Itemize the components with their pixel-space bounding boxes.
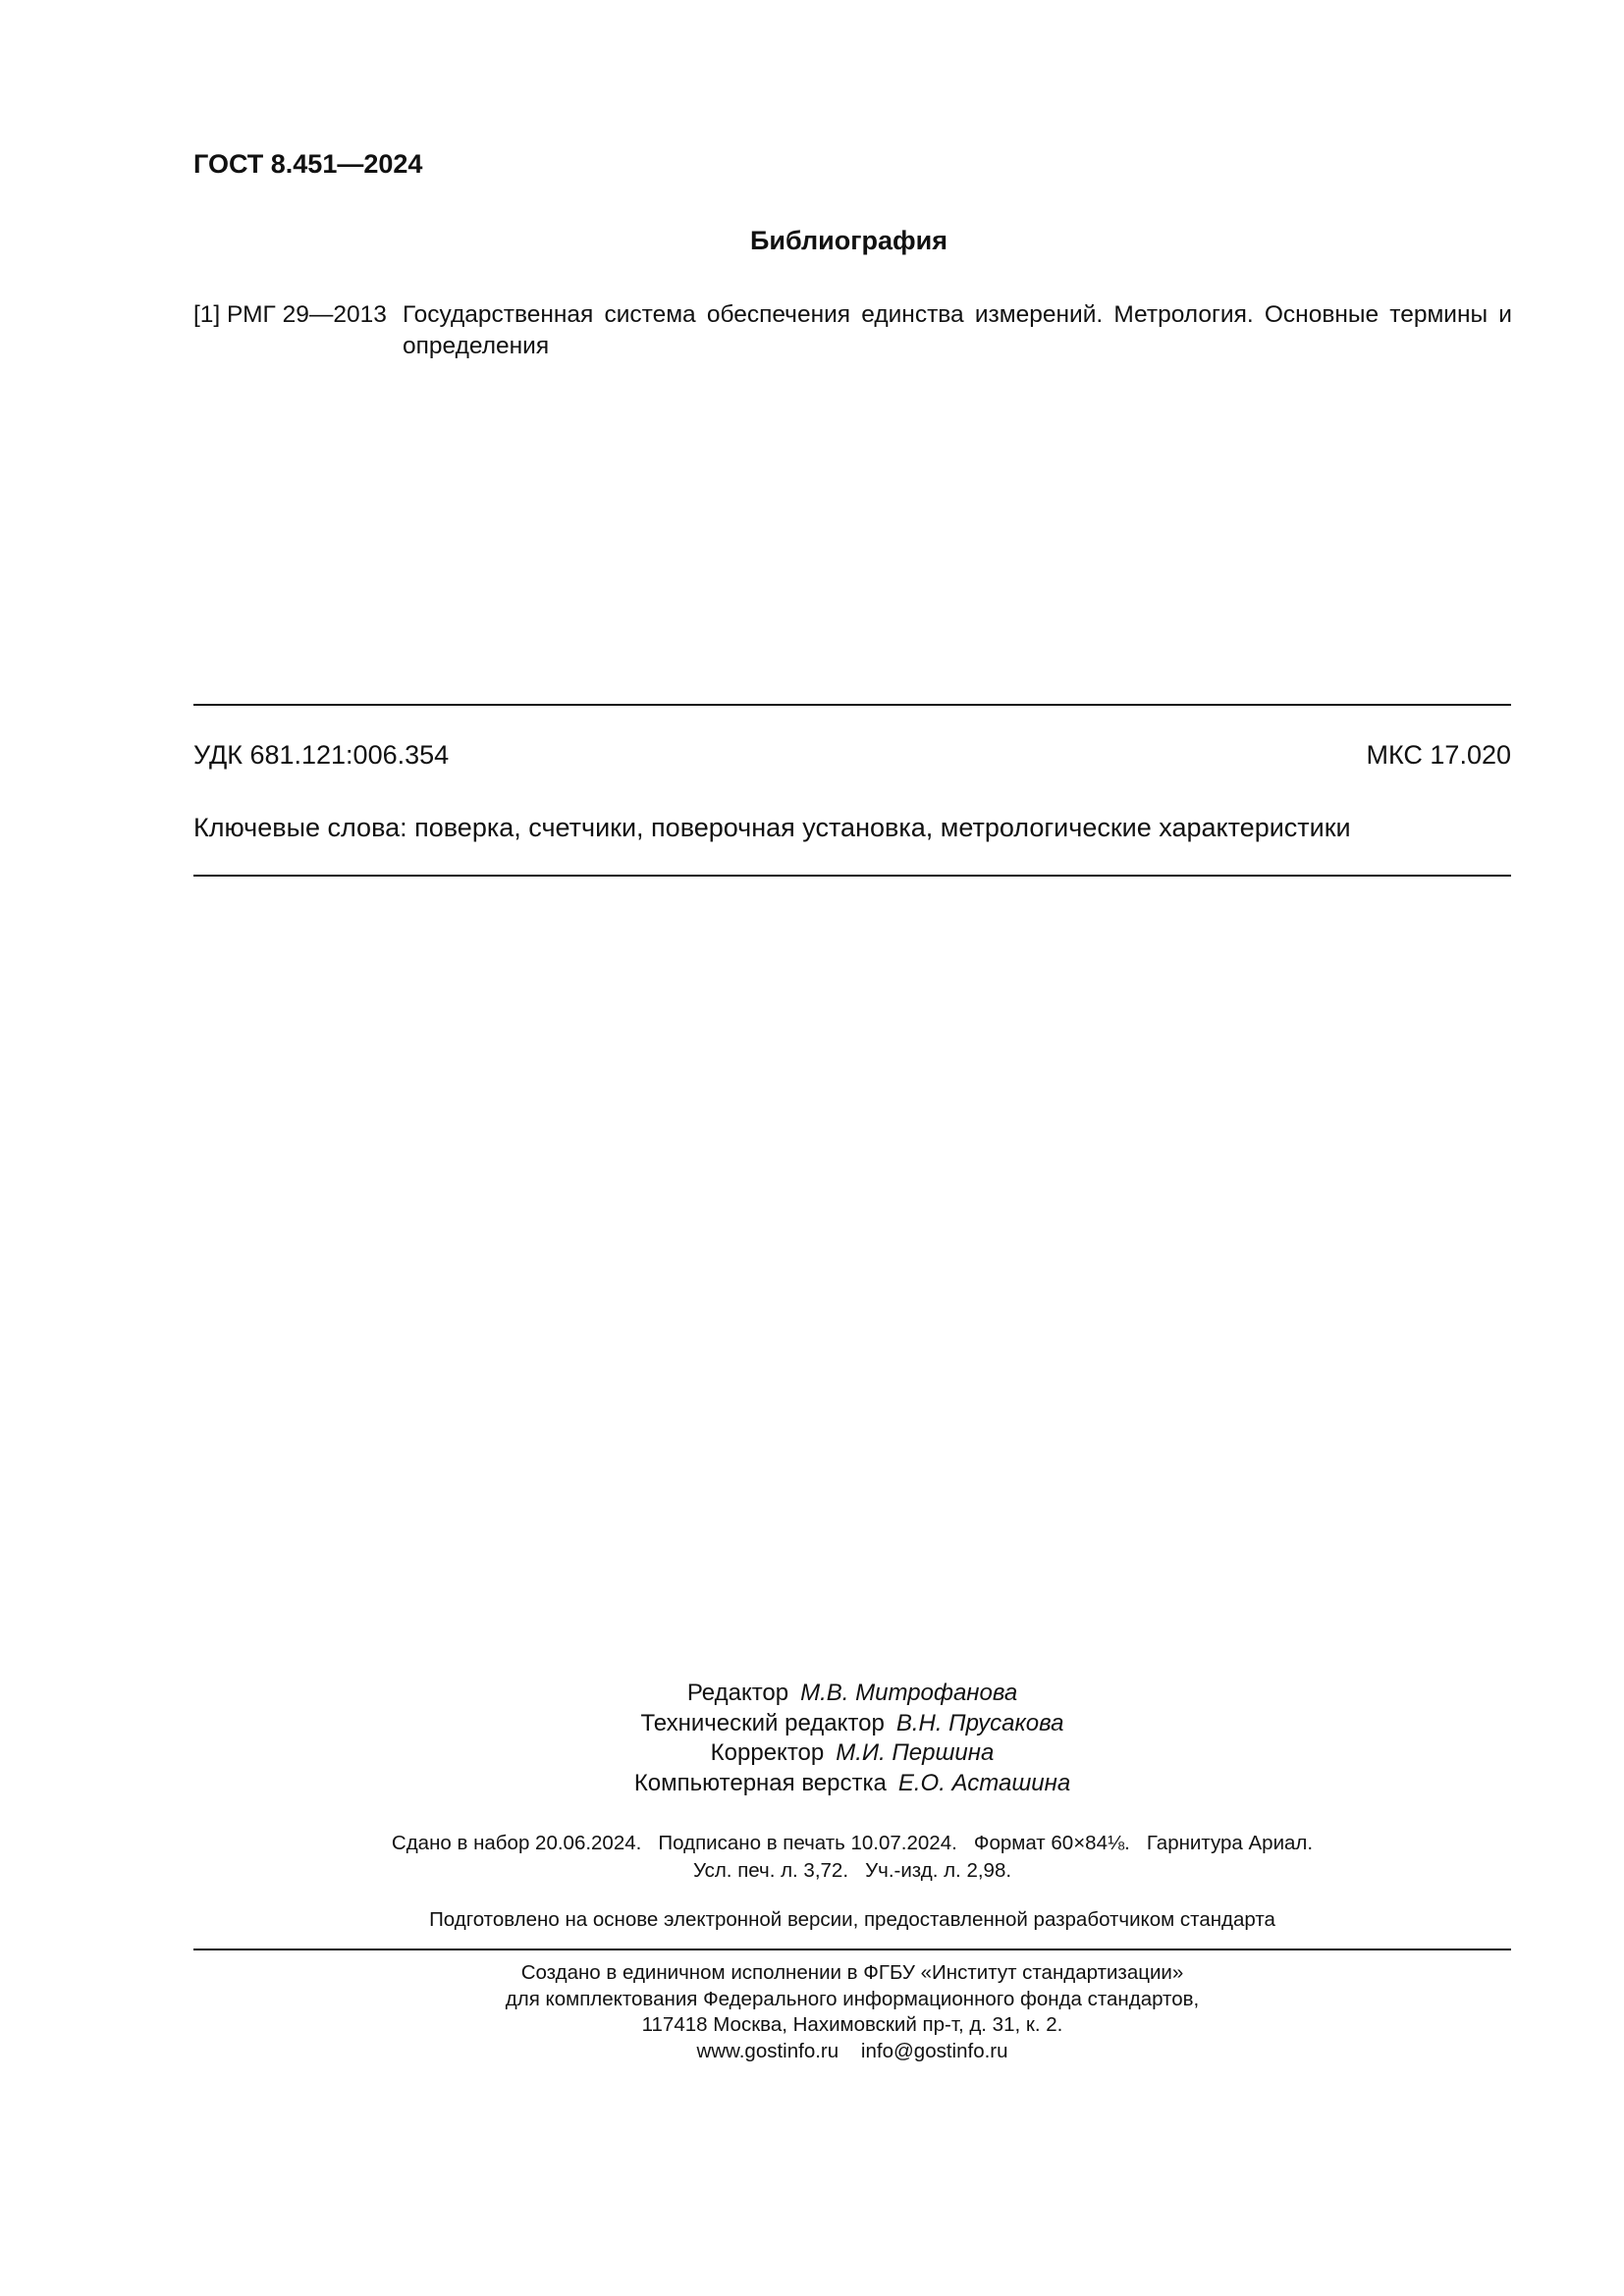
footer-line: для комплектования Федерального информационного фонда стандартов, — [505, 1987, 1200, 2010]
document-code: ГОСТ 8.451—2024 — [193, 149, 423, 179]
credit-name: Е.О. Асташина — [897, 1769, 1071, 1796]
bibliography-entry-ref: [1] РМГ 29—2013 — [193, 301, 387, 328]
credit-role: Редактор — [686, 1680, 789, 1706]
credit-proofreader — [193, 1738, 1511, 1769]
imprint-line: Усл. печ. л. 3,72. Уч.-изд. л. 2,98. — [692, 1859, 1012, 1882]
imprint-line: Сдано в набор 20.06.2024. Подписано в печать 10.07.2024. Формат 60×84⅛. Гарнитура Ариал. — [391, 1832, 1314, 1854]
footer-block — [193, 1960, 1511, 2064]
divider-top — [193, 704, 1511, 706]
credits-block — [193, 1679, 1511, 1798]
keywords: Ключевые слова: поверка, счетчики, поверочная установка, метрологические характеристики — [193, 813, 1351, 842]
footer-line: Создано в единичном исполнении в ФГБУ «Институт стандартизации» — [520, 1961, 1184, 1984]
bibliography-entry-title: Государственная система обеспечения единства измерений. Метрология. Основные термины и определения — [403, 301, 1512, 359]
footer-contacts: www.gostinfo.ru info@gostinfo.ru — [696, 2039, 1008, 2062]
credit-role: Технический редактор — [640, 1709, 885, 1736]
credit-role: Корректор — [710, 1739, 825, 1766]
credit-name: М.В. Митрофанова — [800, 1680, 1018, 1706]
credit-technical-editor — [193, 1709, 1511, 1739]
credit-editor — [193, 1679, 1511, 1709]
imprint-block — [193, 1830, 1511, 1885]
divider-middle — [193, 875, 1511, 877]
credit-role: Компьютерная верстка — [633, 1769, 887, 1796]
divider-bottom — [193, 1949, 1511, 1950]
credit-name: М.И. Першина — [836, 1739, 995, 1766]
credit-layout — [193, 1769, 1511, 1799]
mks-code: МКС 17.020 — [1366, 740, 1511, 770]
udk-code: УДК 681.121:006.354 — [193, 740, 450, 770]
footer-line: 117418 Москва, Нахимовский пр-т, д. 31, к. 2. — [641, 2013, 1063, 2036]
prepared-note: Подготовлено на основе электронной версии, предоставленной разработчиком стандарта — [429, 1908, 1275, 1931]
bibliography-heading: Библиография — [750, 226, 947, 255]
credit-name: В.Н. Прусакова — [895, 1709, 1064, 1736]
